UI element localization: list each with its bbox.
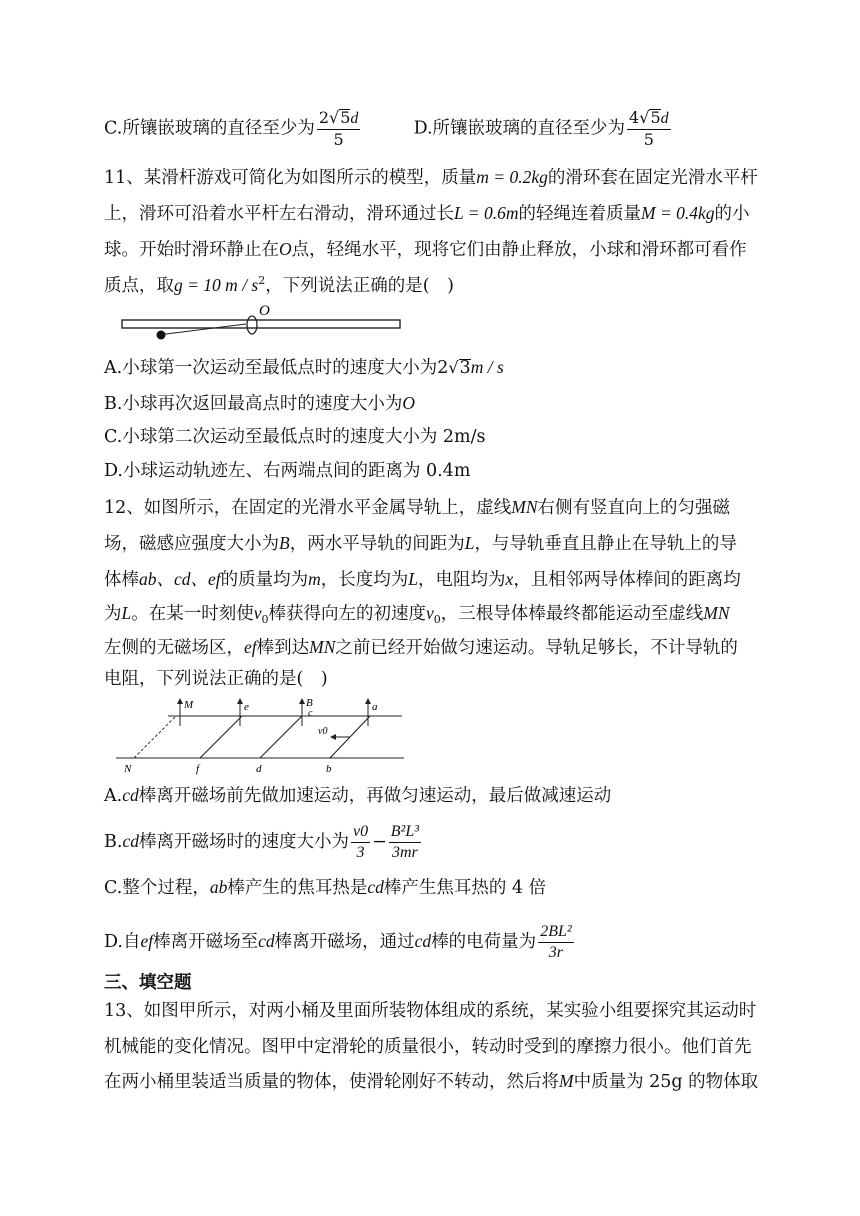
q12-stem-line1: 12、如图所示，在固定的光滑水平金属导轨上，虚线MN右侧有竖直向上的匀强磁 [104,497,731,518]
q11-figure [118,302,408,346]
q12-field-arrow-2-head [237,698,243,704]
q11-option-a: A.小球第一次运动至最低点时的速度大小为2√3m / s [104,357,504,378]
q11-stem-line2: 上，滑环可沿着水平杆左右滑动，滑环通过长L = 0.6m的轻绳连着质量M = 0.4kg的小 [104,203,750,224]
q13-stem-line3: 在两小桶里装适当质量的物体，使滑轮刚好不转动，然后将M中质量为 25g 的物体取 [104,1071,759,1092]
q12-field-arrow-4-head [365,698,371,704]
q10-options-row [104,108,784,150]
q12-field-arrow-1-head [177,698,183,704]
q11-stem-line4: 质点，取g = 10 m / $s^2$，下列说法正确的是( ) [104,274,454,296]
q12-label-n: N [124,763,132,775]
q11-slider-ring [247,316,257,334]
q12-label-f: f [196,763,200,775]
q12-rod-cd [260,716,302,758]
q12-velocity-arrow-head [330,734,336,740]
q12-stem-line6: 电阻，下列说法正确的是( ) [104,669,328,689]
q12-label-c: c [308,708,313,719]
q12-option-b-frac2: $\frac{\text{B²L³}}{3mr}$ [390,823,420,861]
q12-label-b-field: B [306,697,313,709]
q10-option-d-fraction: $\frac{4√5d}{5}$ [629,108,669,149]
q11-ball [157,331,166,340]
q12-label-m: M [184,699,194,711]
q12-boundary-mn [134,716,176,758]
q12-label-b: b [326,763,332,775]
q10-option-c-fraction: $\frac{2√5d}{5}$ [318,108,359,149]
q12-figure [112,696,412,776]
q12-option-c: C.整个过程，ab棒产生的焦耳热是cd棒产生焦耳热的 4 倍 [104,877,547,898]
q12-option-d: D.自ef棒离开磁场至cd棒离开磁场，通过cd棒的电荷量为 $\frac{\text{2BL²}}{3r}$ [104,923,572,961]
q11-stem-line1: 11、某滑杆游戏可简化为如图所示的模型，质量m = 0.2kg的滑环套在固定光滑水平杆 [104,167,758,188]
q11-figure-label-o: O [259,303,270,319]
section-title-fill-in: 三、填空题 [104,973,192,993]
q12-label-d: d [256,763,262,775]
q11-option-b: B.小球再次返回最高点时的速度大小为O [104,393,416,414]
q10-option-d-prefix: D.所镶嵌玻璃的直径至少为 [413,118,626,139]
q12-option-d-frac: $\frac{\text{2BL²}}{3r}$ [540,923,572,961]
q12-field-arrow-3-head [299,698,305,704]
q12-label-v0: v0 [318,726,328,737]
q13-stem-line1: 13、如图甲所示，对两小桶及里面所装物体组成的系统，某实验小组要探究其运动时 [104,1001,757,1021]
q10-option-c-prefix: C.所镶嵌玻璃的直径至少为 [104,118,315,139]
q12-rod-ef [200,716,242,758]
q12-stem-line3: 体棒ab、cd、ef的质量均为m，长度均为L，电阻均为x，且相邻两导体棒间的距离均 [104,569,741,590]
q11-option-d: D.小球运动轨迹左、右两端点间的距离为 0.4m [104,461,471,481]
q12-stem-line2: 场，磁感应强度大小为B，两水平导轨的间距为L，与导轨垂直且静止在导轨上的导 [104,533,737,554]
q12-label-e: e [244,701,249,713]
q12-stem-line5: 左侧的无磁场区，ef棒到达MN之前已经开始做匀速运动。导轨足够长，不计导轨的 [104,637,738,658]
q12-option-b: B.cd棒离开磁场时的速度大小为 $\frac{v0}{3}$ − $\frac{\text{B²L³}}{3mr}$ [104,823,420,861]
q12-stem-line4: 为L。在某一时刻使$v_0$棒获得向左的初速度$v_0$，三根导体棒最终都能运动至虚线MN [104,603,730,626]
q12-label-a: a [372,701,378,713]
q11-rope [158,324,246,335]
q11-horizontal-rod [122,320,400,328]
q13-stem-line2: 机械能的变化情况。图甲中定滑轮的质量很小，转动时受到的摩擦力很小。他们首先 [104,1037,752,1057]
q11-option-c: C.小球第二次运动至最低点时的速度大小为 2m/s [104,427,486,447]
q11-stem-line3: 球。开始时滑环静止在O点，轻绳水平，现将它们由静止释放，小球和滑环都可看作 [104,239,747,260]
q12-option-b-frac1: $\frac{v0}{3}$ [352,823,369,861]
q12-option-a: A.cd棒离开磁场前先做加速运动，再做匀速运动，最后做减速运动 [104,785,612,806]
